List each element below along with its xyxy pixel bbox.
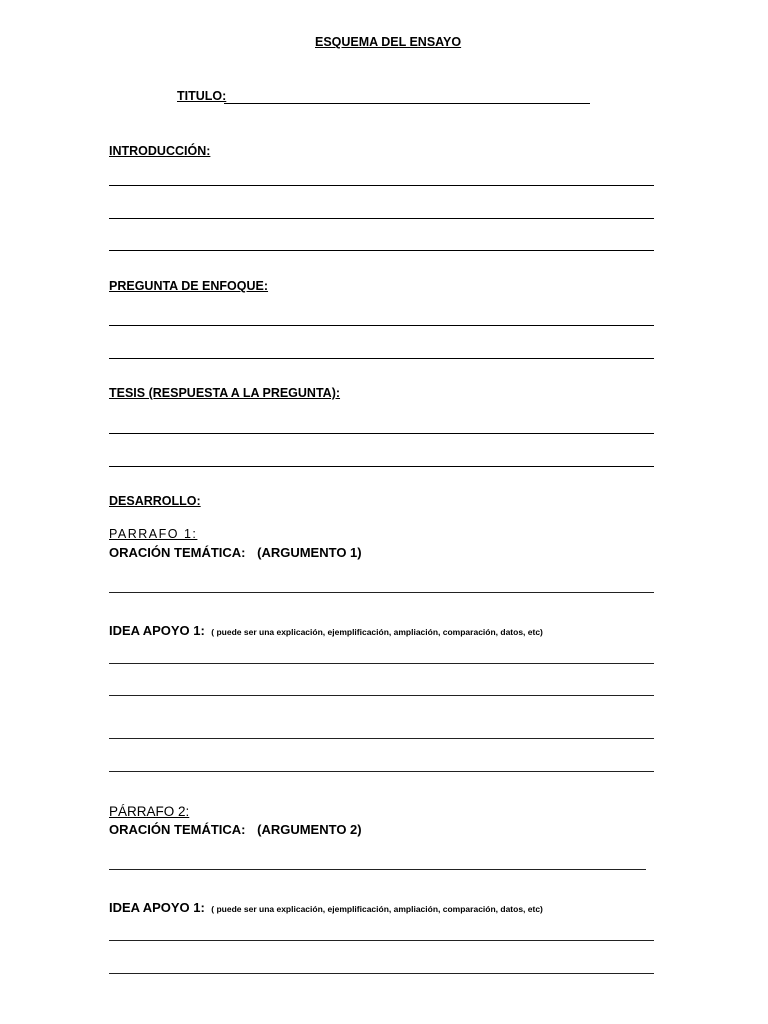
parrafo2-idea [109,899,543,917]
titulo-label: TITULO: [177,89,227,103]
pregunta-line-2[interactable] [109,358,654,359]
parrafo1-argumento: (ARGUMENTO 1) [257,545,362,560]
parrafo1-idea [109,622,543,640]
parrafo1-idea-line-2[interactable] [109,695,654,696]
parrafo1-idea-line-4[interactable] [109,771,654,772]
parrafo2-oracion-label: ORACIÓN TEMÁTICA: [109,822,246,837]
introduccion-heading: INTRODUCCIÓN: [109,144,211,158]
parrafo2-idea-line-2[interactable] [109,973,654,974]
parrafo2-idea-line-1[interactable] [109,940,654,941]
tesis-line-1[interactable] [109,433,654,434]
pregunta-line-1[interactable] [109,325,654,326]
introduccion-line-1[interactable] [109,185,654,186]
parrafo1-idea-hint: ( puede ser una explicación, ejemplificación, ampliación, comparación, datos, etc) [211,627,543,637]
parrafo1-idea-label: IDEA APOYO 1: [109,623,205,638]
parrafo2-idea-hint: ( puede ser una explicación, ejemplificación, ampliación, comparación, datos, etc) [211,904,543,914]
introduccion-line-3[interactable] [109,250,654,251]
document-title: ESQUEMA DEL ENSAYO [315,35,462,49]
parrafo1-label: PARRAFO 1: [109,527,198,541]
parrafo1-idea-line-1[interactable] [109,663,654,664]
parrafo1-oracion-label: ORACIÓN TEMÁTICA: [109,545,246,560]
parrafo1-oracion [109,545,362,560]
introduccion-line-2[interactable] [109,218,654,219]
tesis-heading: TESIS (RESPUESTA A LA PREGUNTA): [109,386,341,400]
parrafo1-idea-line-3[interactable] [109,738,654,739]
parrafo2-idea-label: IDEA APOYO 1: [109,900,205,915]
parrafo1-oracion-line[interactable] [109,592,654,593]
parrafo2-oracion-line[interactable] [109,869,646,870]
titulo-line[interactable] [224,103,590,104]
parrafo2-argumento: (ARGUMENTO 2) [257,822,362,837]
tesis-line-2[interactable] [109,466,654,467]
parrafo2-oracion [109,822,362,837]
desarrollo-heading: DESARROLLO: [109,494,201,508]
pregunta-heading: PREGUNTA DE ENFOQUE: [109,279,269,293]
parrafo2-label: PÁRRAFO 2: [109,804,190,819]
